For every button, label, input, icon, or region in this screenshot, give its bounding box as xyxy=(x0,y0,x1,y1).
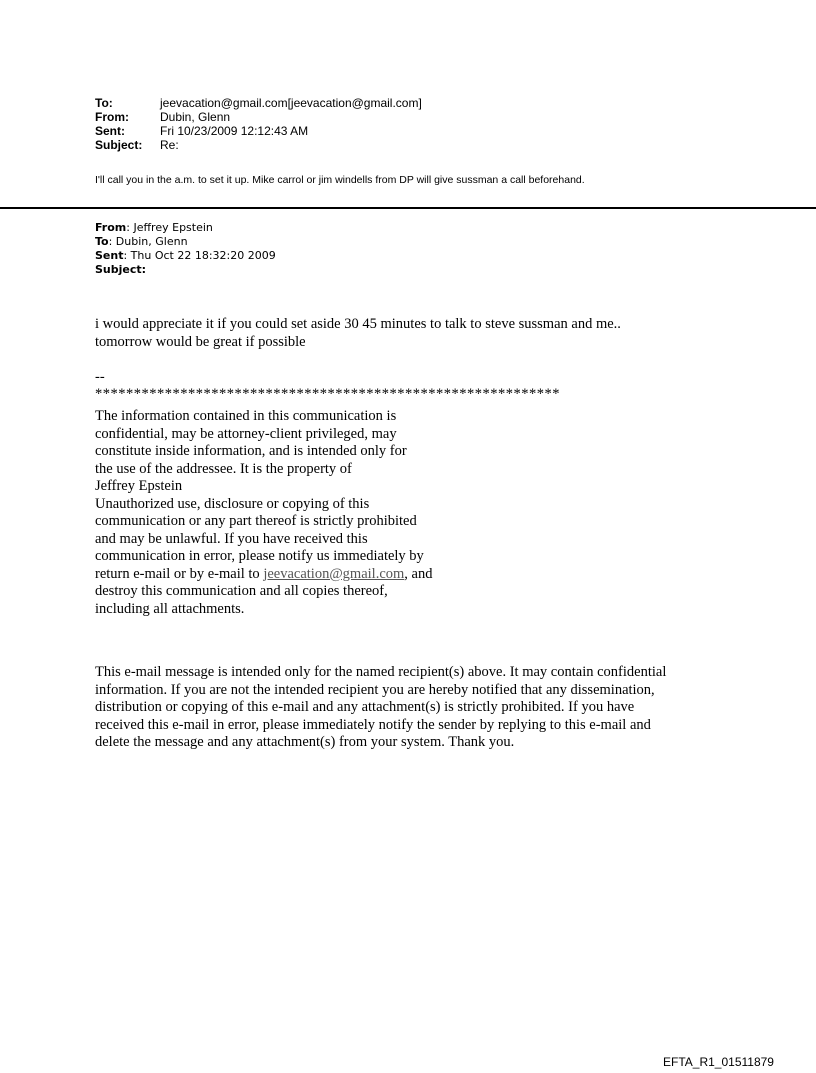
message-line: i would appreciate it if you could set aside 30 45 minutes to talk to steve sussman and me.. xyxy=(95,316,621,332)
subject-row xyxy=(95,138,422,152)
quoted-subject-label: Subject xyxy=(95,263,142,276)
from-row xyxy=(95,110,422,124)
sent-row xyxy=(95,124,422,138)
disclaimer-line: Unauthorized use, disclosure or copying of this xyxy=(95,495,370,512)
quoted-to-label: To xyxy=(95,235,109,248)
disclaimer-line: and may be unlawful. If you have received this xyxy=(95,530,368,547)
disclaimer-link-suffix: , and xyxy=(404,565,433,582)
notice-line: delete the message and any attachment(s) from your system. Thank you. xyxy=(95,734,515,750)
disclaimer-link-line xyxy=(95,566,432,584)
disclaimer-line: confidential, may be attorney-client privileged, may xyxy=(95,425,397,442)
email-link[interactable]: jeevacation@gmail.com xyxy=(263,565,405,582)
sent-value: Fri 10/23/2009 12:12:43 AM xyxy=(160,124,309,138)
quoted-subject-value: : xyxy=(141,263,147,276)
reply-body: I'll call you in the a.m. to set it up. Mike carrol or jim windells from DP will give sussman a call beforehand. xyxy=(95,174,585,186)
subject-value: Re: xyxy=(160,138,179,152)
from-label: From: xyxy=(95,110,129,124)
quoted-subject-row xyxy=(95,263,276,277)
quoted-message xyxy=(95,316,621,351)
disclaimer-line: including all attachments. xyxy=(95,600,245,617)
from-value: Dubin, Glenn xyxy=(160,110,231,124)
quoted-header xyxy=(95,221,276,277)
disclaimer-line: constitute inside information, and is intended only for xyxy=(95,443,407,459)
sent-label: Sent: xyxy=(95,124,125,138)
quoted-from-row xyxy=(95,221,276,235)
notice-line: information. If you are not the intended recipient you are hereby notified that any dissemination, xyxy=(95,681,655,698)
message-line: tomorrow would be great if possible xyxy=(95,333,306,350)
email-header xyxy=(95,96,422,152)
disclaimer-line: communication or any part thereof is strictly prohibited xyxy=(95,513,417,529)
footer-notice xyxy=(95,664,666,752)
quoted-sent-value: : Thu Oct 22 18:32:20 2009 xyxy=(123,249,276,262)
quoted-sent-label: Sent xyxy=(95,249,124,262)
subject-label: Subject: xyxy=(95,138,143,152)
notice-line: distribution or copying of this e-mail and any attachment(s) is strictly prohibited. If you have xyxy=(95,699,635,715)
signature-dashes: -- xyxy=(95,369,105,385)
quoted-from-label: From xyxy=(95,221,127,234)
disclaimer-line: destroy this communication and all copies thereof, xyxy=(95,583,388,599)
to-row xyxy=(95,96,422,110)
signature-stars: ************************************************************ xyxy=(95,386,560,402)
disclaimer-line: the use of the addressee. It is the property of xyxy=(95,460,352,477)
to-label: To: xyxy=(95,96,113,110)
notice-line: received this e-mail in error, please immediately notify the sender by replying to this e-mail and xyxy=(95,716,651,733)
to-value: jeevacation@gmail.com[jeevacation@gmail.com] xyxy=(160,96,422,110)
disclaimer-line: The information contained in this communication is xyxy=(95,408,397,424)
quoted-from-value: : Jeffrey Epstein xyxy=(126,221,213,234)
disclaimer-line: communication in error, please notify us immediately by xyxy=(95,548,424,564)
quoted-to-row xyxy=(95,235,276,249)
quoted-sent-row xyxy=(95,249,276,263)
header-divider xyxy=(0,207,816,209)
bates-number: EFTA_R1_01511879 xyxy=(663,1055,774,1069)
disclaimer-line: Jeffrey Epstein xyxy=(95,478,183,494)
notice-line: This e-mail message is intended only for the named recipient(s) above. It may contain confidential xyxy=(95,664,667,680)
disclaimer-link-prefix: return e-mail or by e-mail to xyxy=(95,565,264,582)
quoted-to-value: : Dubin, Glenn xyxy=(108,235,188,248)
confidentiality-disclaimer xyxy=(95,408,432,618)
